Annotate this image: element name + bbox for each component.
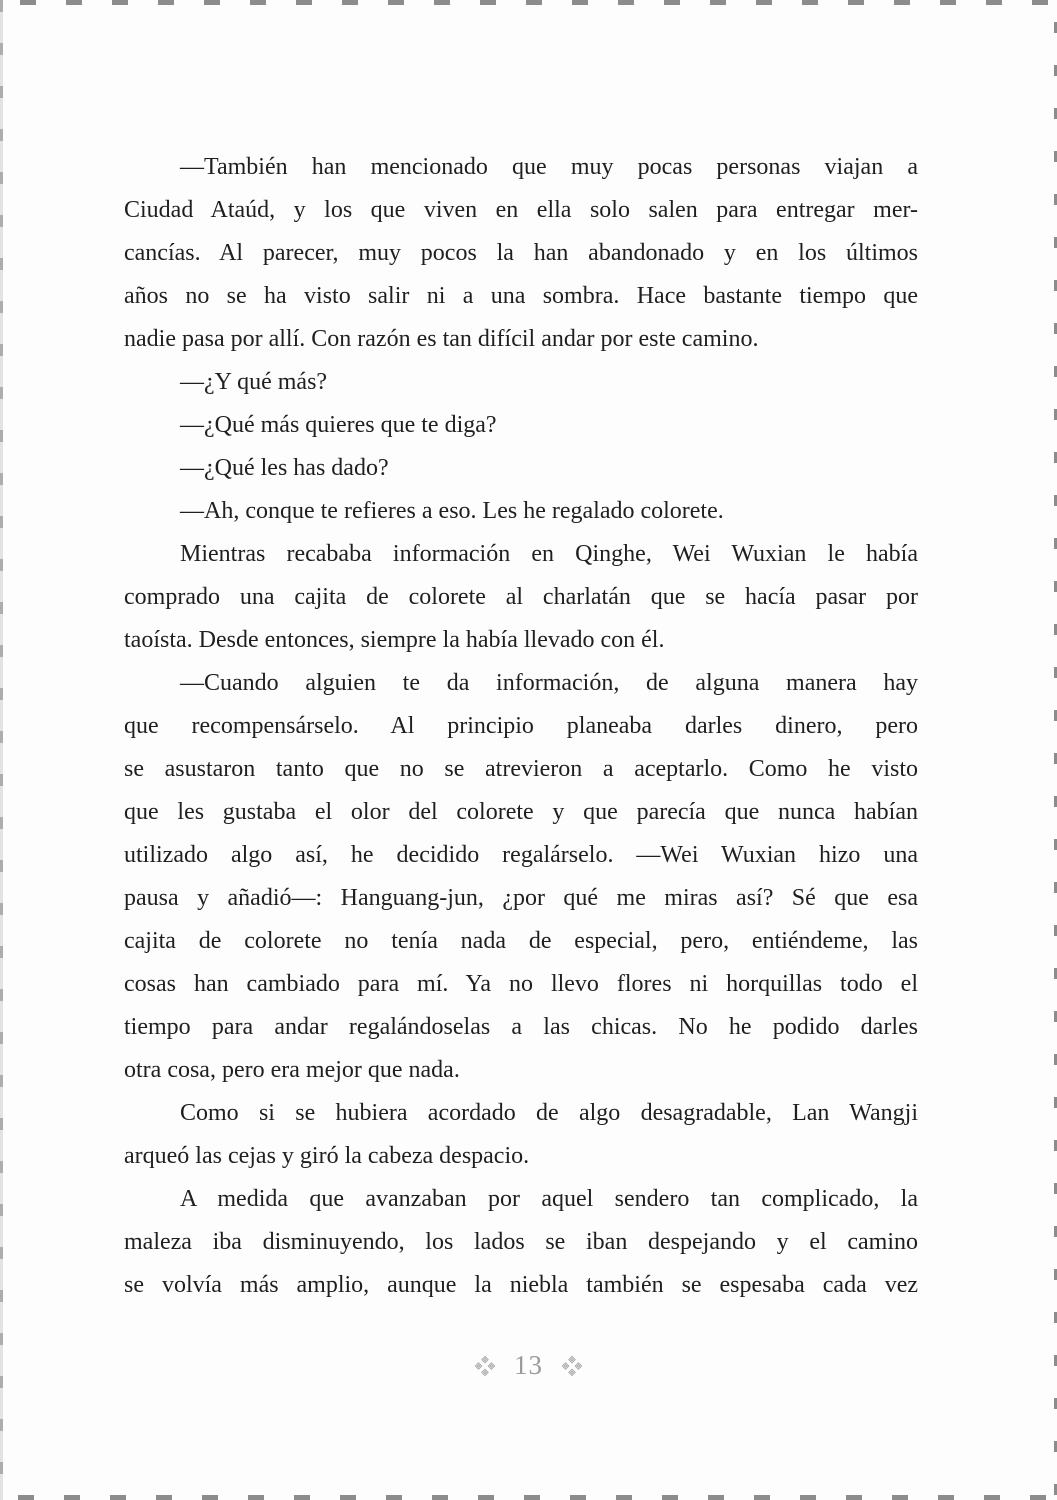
page-edge-dashes-bottom xyxy=(18,1495,1057,1500)
text-line: Ciudad Ataúd, y los que viven en ella solo salen para entregar mer- xyxy=(124,197,918,223)
paragraph xyxy=(124,533,918,662)
paragraph xyxy=(124,490,918,533)
paragraph xyxy=(124,404,918,447)
text-line: Como si se hubiera acordado de algo desagradable, Lan Wangji xyxy=(180,1100,918,1126)
diamond-cluster-icon xyxy=(561,1355,583,1377)
text-line: comprado una cajita de colorete al charlatán que se hacía pasar por xyxy=(124,584,918,610)
text-line: otra cosa, pero era mejor que nada. xyxy=(124,1057,460,1083)
page-number: 13 xyxy=(514,1350,543,1380)
paragraph xyxy=(124,662,918,1092)
paragraph xyxy=(124,146,918,361)
text-line: se asustaron tanto que no se atrevieron a aceptarlo. Como he visto xyxy=(124,756,918,782)
text-line: —¿Qué más quieres que te diga? xyxy=(180,412,497,438)
text-line: nadie pasa por allí. Con razón es tan difícil andar por este camino. xyxy=(124,326,759,352)
text-line: que les gustaba el olor del colorete y que parecía que nunca habían xyxy=(124,799,918,825)
page-edge-dashes-top xyxy=(20,0,1057,5)
text-line: cancías. Al parecer, muy pocos la han abandonado y en los últimos xyxy=(124,240,918,266)
text-line: —Ah, conque te refieres a eso. Les he regalado colorete. xyxy=(180,498,724,524)
paragraph xyxy=(124,1178,918,1307)
text-line: se volvía más amplio, aunque la niebla también se espesaba cada vez xyxy=(124,1272,918,1298)
page-footer xyxy=(0,1352,1057,1379)
text-line: maleza iba disminuyendo, los lados se iban despejando y el camino xyxy=(124,1229,918,1255)
paragraph xyxy=(124,447,918,490)
text-line: A medida que avanzaban por aquel sendero tan complicado, la xyxy=(180,1186,918,1212)
text-line: arqueó las cejas y giró la cabeza despacio. xyxy=(124,1143,530,1169)
text-line: —¿Qué les has dado? xyxy=(180,455,389,481)
text-line: años no se ha visto salir ni a una sombra. Hace bastante tiempo que xyxy=(124,283,918,309)
body-text xyxy=(124,146,918,1307)
page-edge-strip-left xyxy=(0,0,3,1500)
text-line: —También han mencionado que muy pocas personas viajan a xyxy=(180,154,918,180)
text-line: pausa y añadió—: Hanguang-jun, ¿por qué me miras así? Sé que esa xyxy=(124,885,918,911)
text-line: tiempo para andar regalándoselas a las chicas. No he podido darles xyxy=(124,1014,918,1040)
text-line: —¿Y qué más? xyxy=(180,369,328,395)
text-line: taoísta. Desde entonces, siempre la había llevado con él. xyxy=(124,627,665,653)
text-line: Mientras recababa información en Qinghe, Wei Wuxian le había xyxy=(180,541,918,567)
text-line: utilizado algo así, he decidido regalárselo. —Wei Wuxian hizo una xyxy=(124,842,918,868)
text-line: cajita de colorete no tenía nada de especial, pero, entiéndeme, las xyxy=(124,928,918,954)
text-line: —Cuando alguien te da información, de alguna manera hay xyxy=(180,670,918,696)
text-line: que recompensárselo. Al principio planeaba darles dinero, pero xyxy=(124,713,918,739)
text-line: cosas han cambiado para mí. Ya no llevo flores ni horquillas todo el xyxy=(124,971,918,997)
paragraph xyxy=(124,361,918,404)
paragraph xyxy=(124,1092,918,1178)
diamond-cluster-icon xyxy=(474,1355,496,1377)
